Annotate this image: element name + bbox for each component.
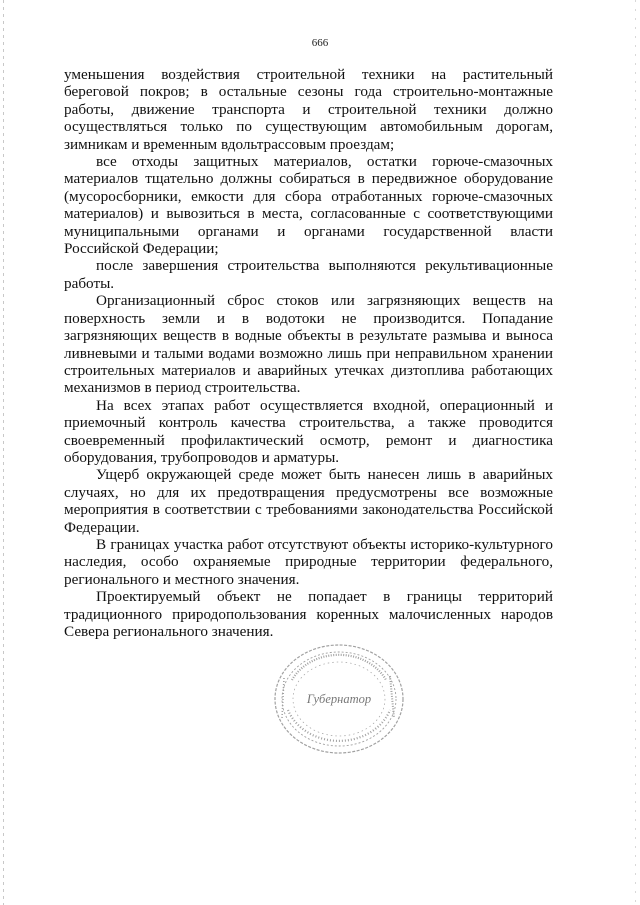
document-body xyxy=(64,66,553,640)
official-seal-stamp xyxy=(270,640,408,758)
paragraph-discharge: Организационный сброс стоков или загрязняющих веществ на поверхность земли и в водотоки не производится. Попадание загрязняющих веществ в водные объекты в результате размыва и выноса ливневыми и талыми водами возможно лишь при неправильном хранении строительных материалов и аварийных утечках дизтоплива работающих механизмов в период строительства. xyxy=(64,292,553,397)
paragraph-recultivation: после завершения строительства выполняются рекультивационные работы. xyxy=(64,257,553,292)
stamp-center-text: Губернатор xyxy=(306,692,372,706)
paragraph-indigenous-territories: Проектируемый объект не попадает в границы территорий традиционного природопользования коренных малочисленных народов Севера регионального значения. xyxy=(64,588,553,640)
paragraph-quality-control: На всех этапах работ осуществляется входной, операционный и приемочный контроль качества строительства, а также проводится своевременный профилактический осмотр, ремонт и диагностика оборудования, трубопроводов и арматуры. xyxy=(64,396,553,466)
scan-edge-right xyxy=(635,0,636,905)
paragraph-waste-disposal: все отходы защитных материалов, остатки горюче-смазочных материалов тщательно должны собираться в передвижное оборудование (мусоросборники, емкости для сбора отработанных горюче-смазочных материалов) и вывозиться в места, согласованные с соответствующими муниципальными органами и органами государственной власти Российской Федерации; xyxy=(64,153,553,258)
paragraph-continuation: уменьшения воздействия строительной техники на растительный береговой покров; в остальные сезоны года строительно-монтажные работы, движение транспорта и строительной техники должно осуществляться только по существующим автомобильным дорогам, зимникам и временным вдольтрассовым проездам; xyxy=(64,66,553,153)
paragraph-heritage: В границах участка работ отсутствуют объекты историко-культурного наследия, особо охраняемые природные территории федерального, регионального и местного значения. xyxy=(64,535,553,588)
scan-edge-left xyxy=(3,0,4,905)
paragraph-environmental-damage: Ущерб окружающей среде может быть нанесен лишь в аварийных случаях, но для их предотвращения предусмотрены все возможные мероприятия в соответствии с требованиями законодательства Российской Федерации. xyxy=(64,466,553,536)
page-number: 666 xyxy=(311,37,329,49)
